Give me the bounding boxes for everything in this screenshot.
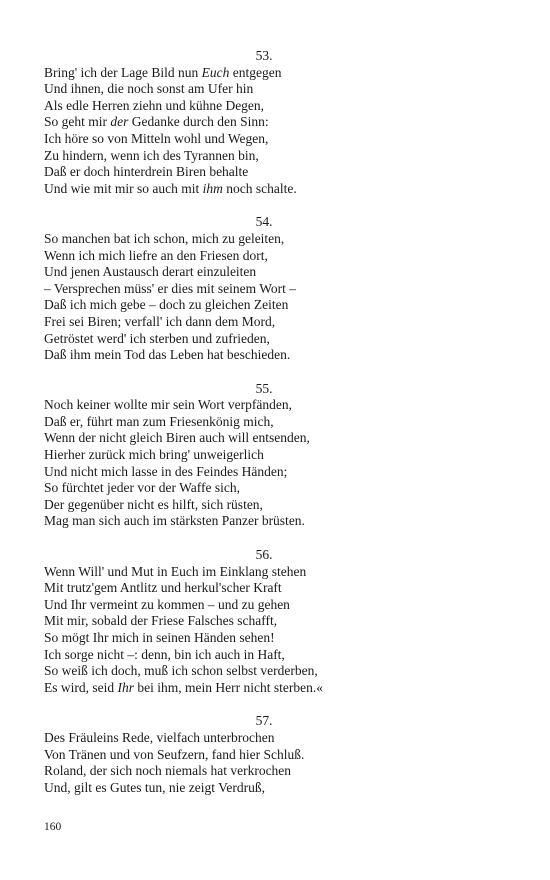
verse-line: Daß er, führt man zum Friesenkönig mich, (44, 413, 274, 429)
verse-line: So manchen bat ich schon, mich zu geleiten, (44, 230, 285, 246)
verse-line: Und nicht mich lasse in des Feindes Händen; (44, 463, 288, 479)
verse-line: – Versprechen müss' er dies mit seinem Wort – (44, 280, 297, 296)
verse-line: Frei sei Biren; verfall' ich dann dem Mord, (44, 313, 276, 329)
verse-line: Und jenen Austausch derart einzuleiten (44, 264, 257, 280)
verse-line: Wenn der nicht gleich Biren auch will entsenden, (44, 430, 310, 446)
verse-line: Ich höre so von Mitteln wohl und Wegen, (44, 130, 269, 146)
verse-line: Daß ihm mein Tod das Leben hat beschieden. (44, 347, 291, 363)
verse-line: Und ihnen, die noch sonst am Ufer hin (44, 81, 254, 97)
emphasis: Ihr (117, 679, 134, 695)
stanza-number: 54. (255, 214, 273, 230)
verse-line: Wenn Will' und Mut in Euch im Einklang stehen (44, 563, 307, 579)
verse-line: Von Tränen und von Seufzern, fand hier Schluß. (44, 746, 305, 762)
verse-line: Ich sorge nicht –: denn, bin ich auch in Haft, (44, 646, 285, 662)
verse-line: So geht mir der Gedanke durch den Sinn: (44, 114, 269, 130)
emphasis: Euch (201, 64, 230, 80)
verse-line: Des Fräuleins Rede, vielfach unterbrochen (44, 729, 275, 745)
stanza-57 (44, 713, 484, 796)
verse-line: Als edle Herren ziehn und kühne Degen, (44, 97, 265, 113)
verse-line: So mögt Ihr mich in seinen Händen sehen! (44, 630, 275, 645)
verse-line: Bring' ich der Lage Bild nun Euch entgegen (44, 64, 282, 80)
stanza-54 (44, 214, 484, 363)
verse-line: Und wie mit mir so auch mit ihm noch schalte. (44, 180, 297, 196)
verse-line: Mit trutz'gem Antlitz und herkul'scher Kraft (44, 580, 282, 596)
verse-line: Hierher zurück mich bring' unweigerlich (44, 447, 264, 463)
stanza-55 (44, 381, 484, 530)
verse-line: Der gegenüber nicht es hilft, sich rüsten, (44, 496, 263, 512)
stanza-number: 56. (255, 547, 273, 563)
stanza-56 (44, 547, 484, 696)
verse-line: So weiß ich doch, muß ich schon selbst verderben, (44, 663, 318, 679)
verse-line: Roland, der sich noch niemals hat verkrochen (44, 763, 292, 779)
verse-line: Noch keiner wollte mir sein Wort verpfänden, (44, 397, 292, 413)
poem-page (44, 48, 484, 813)
stanza-53 (44, 48, 484, 197)
stanza-number: 57. (255, 713, 273, 729)
page-number: 160 (44, 821, 62, 833)
verse-line: Getröstet werd' ich sterben und zufrieden, (44, 330, 270, 346)
stanza-number: 55. (255, 380, 273, 396)
stanza-number: 53. (255, 48, 273, 63)
verse-line: Und, gilt es Gutes tun, nie zeigt Verdruß, (44, 779, 265, 795)
verse-line: Und Ihr vermeint zu kommen – und zu gehen (44, 596, 290, 612)
verse-line: Zu hindern, wenn ich des Tyrannen bin, (44, 147, 259, 163)
verse-line: Daß er doch hinterdrein Biren behalte (44, 164, 249, 180)
emphasis: der (110, 114, 129, 130)
emphasis: ihm (202, 180, 223, 196)
verse-line: Es wird, seid Ihr bei ihm, mein Herr nicht sterben.« (44, 679, 323, 695)
verse-line: Wenn ich mich liefre an den Friesen dort, (44, 247, 268, 263)
verse-line: Daß ich mich gebe – doch zu gleichen Zeiten (44, 297, 289, 313)
verse-line: Mag man sich auch im stärksten Panzer brüsten. (44, 513, 305, 529)
verse-line: So fürchtet jeder vor der Waffe sich, (44, 480, 240, 496)
verse-line: Mit mir, sobald der Friese Falsches schafft, (44, 613, 278, 629)
